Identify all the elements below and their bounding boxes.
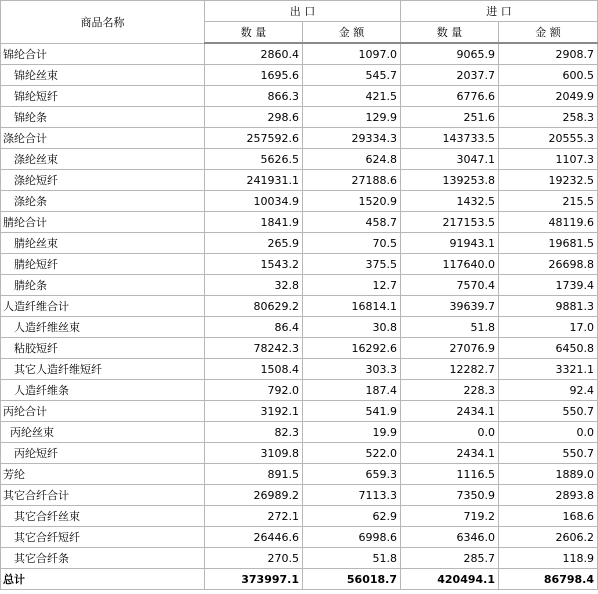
- import-amount-cell: 92.4: [499, 380, 598, 401]
- table-row: [1, 464, 598, 485]
- table-row: [1, 443, 598, 464]
- product-name-header: 商品名称: [1, 1, 205, 44]
- table-row: [1, 149, 598, 170]
- export-qty-cell: 792.0: [205, 380, 303, 401]
- import-qty-cell: 6776.6: [401, 86, 499, 107]
- export-amount-cell: 27188.6: [303, 170, 401, 191]
- import-qty-cell: 285.7: [401, 548, 499, 569]
- export-qty-cell: 272.1: [205, 506, 303, 527]
- table-row: [1, 233, 598, 254]
- import-amount-cell: 19232.5: [499, 170, 598, 191]
- total-export-amount-cell: 56018.7: [303, 569, 401, 590]
- product-name-cell: 锦纶合计: [1, 43, 205, 65]
- import-header: 进 口: [401, 1, 598, 22]
- product-name-cell: 人造纤维条: [1, 380, 205, 401]
- export-qty-cell: 866.3: [205, 86, 303, 107]
- import-qty-cell: 51.8: [401, 317, 499, 338]
- export-amount-cell: 16292.6: [303, 338, 401, 359]
- table-row: [1, 86, 598, 107]
- import-qty-cell: 39639.7: [401, 296, 499, 317]
- product-name-cell: 涤纶条: [1, 191, 205, 212]
- product-name-cell: 人造纤维合计: [1, 296, 205, 317]
- export-qty-cell: 26989.2: [205, 485, 303, 506]
- export-qty-cell: 891.5: [205, 464, 303, 485]
- export-qty-cell: 265.9: [205, 233, 303, 254]
- table-row: [1, 43, 598, 65]
- export-qty-cell: 241931.1: [205, 170, 303, 191]
- export-qty-cell: 86.4: [205, 317, 303, 338]
- product-name-cell: 锦纶条: [1, 107, 205, 128]
- product-name-cell: 腈纶短纤: [1, 254, 205, 275]
- export-amount-cell: 29334.3: [303, 128, 401, 149]
- import-amount-cell: 17.0: [499, 317, 598, 338]
- table-row: [1, 254, 598, 275]
- product-name-cell: 丙纶合计: [1, 401, 205, 422]
- import-amount-cell: 118.9: [499, 548, 598, 569]
- export-amount-cell: 16814.1: [303, 296, 401, 317]
- import-amount-cell: 9881.3: [499, 296, 598, 317]
- total-export-qty-cell: 373997.1: [205, 569, 303, 590]
- total-row: [1, 569, 598, 590]
- table-row: [1, 65, 598, 86]
- export-qty-header: 数 量: [205, 22, 303, 44]
- export-amount-cell: 187.4: [303, 380, 401, 401]
- import-amount-cell: 3321.1: [499, 359, 598, 380]
- table-body: [1, 43, 598, 590]
- export-amount-cell: 62.9: [303, 506, 401, 527]
- export-amount-header: 金 额: [303, 22, 401, 44]
- import-qty-cell: 6346.0: [401, 527, 499, 548]
- export-qty-cell: 1543.2: [205, 254, 303, 275]
- table-row: [1, 275, 598, 296]
- import-qty-cell: 251.6: [401, 107, 499, 128]
- import-qty-cell: 0.0: [401, 422, 499, 443]
- import-amount-cell: 600.5: [499, 65, 598, 86]
- import-amount-cell: 48119.6: [499, 212, 598, 233]
- product-name-cell: 涤纶合计: [1, 128, 205, 149]
- import-qty-cell: 228.3: [401, 380, 499, 401]
- table-row: [1, 191, 598, 212]
- export-qty-cell: 257592.6: [205, 128, 303, 149]
- table-row: [1, 296, 598, 317]
- export-amount-cell: 6998.6: [303, 527, 401, 548]
- import-qty-cell: 2037.7: [401, 65, 499, 86]
- product-name-cell: 腈纶条: [1, 275, 205, 296]
- table-row: [1, 212, 598, 233]
- import-qty-cell: 3047.1: [401, 149, 499, 170]
- export-qty-cell: 1508.4: [205, 359, 303, 380]
- export-qty-cell: 298.6: [205, 107, 303, 128]
- export-header: 出 口: [205, 1, 401, 22]
- export-qty-cell: 5626.5: [205, 149, 303, 170]
- export-qty-cell: 1841.9: [205, 212, 303, 233]
- import-amount-cell: 19681.5: [499, 233, 598, 254]
- export-qty-cell: 3192.1: [205, 401, 303, 422]
- table-row: [1, 338, 598, 359]
- export-amount-cell: 659.3: [303, 464, 401, 485]
- export-qty-cell: 1695.6: [205, 65, 303, 86]
- import-amount-cell: 6450.8: [499, 338, 598, 359]
- export-qty-cell: 32.8: [205, 275, 303, 296]
- import-qty-cell: 2434.1: [401, 443, 499, 464]
- table-row: [1, 380, 598, 401]
- export-amount-cell: 545.7: [303, 65, 401, 86]
- import-qty-cell: 1432.5: [401, 191, 499, 212]
- export-amount-cell: 129.9: [303, 107, 401, 128]
- table-row: [1, 317, 598, 338]
- export-qty-cell: 2860.4: [205, 43, 303, 65]
- import-amount-cell: 215.5: [499, 191, 598, 212]
- total-import-amount-cell: 86798.4: [499, 569, 598, 590]
- table-row: [1, 527, 598, 548]
- import-qty-cell: 91943.1: [401, 233, 499, 254]
- product-name-cell: 其它合纤短纤: [1, 527, 205, 548]
- export-qty-cell: 26446.6: [205, 527, 303, 548]
- product-name-cell: 丙纶丝束: [1, 422, 205, 443]
- import-qty-cell: 117640.0: [401, 254, 499, 275]
- import-qty-cell: 7350.9: [401, 485, 499, 506]
- import-amount-cell: 1889.0: [499, 464, 598, 485]
- import-amount-cell: 168.6: [499, 506, 598, 527]
- product-name-cell: 其它合纤合计: [1, 485, 205, 506]
- export-qty-cell: 270.5: [205, 548, 303, 569]
- table-row: [1, 359, 598, 380]
- table-row: [1, 401, 598, 422]
- table-row: [1, 485, 598, 506]
- product-name-cell: 锦纶短纤: [1, 86, 205, 107]
- export-amount-cell: 7113.3: [303, 485, 401, 506]
- export-amount-cell: 1520.9: [303, 191, 401, 212]
- import-amount-cell: 550.7: [499, 443, 598, 464]
- product-name-cell: 腈纶丝束: [1, 233, 205, 254]
- product-name-cell: 锦纶丝束: [1, 65, 205, 86]
- import-amount-cell: 2049.9: [499, 86, 598, 107]
- export-amount-cell: 303.3: [303, 359, 401, 380]
- product-name-cell: 粘胶短纤: [1, 338, 205, 359]
- export-amount-cell: 12.7: [303, 275, 401, 296]
- export-qty-cell: 82.3: [205, 422, 303, 443]
- product-name-cell: 人造纤维丝束: [1, 317, 205, 338]
- product-name-cell: 丙纶短纤: [1, 443, 205, 464]
- export-amount-cell: 458.7: [303, 212, 401, 233]
- import-amount-cell: 26698.8: [499, 254, 598, 275]
- export-amount-cell: 1097.0: [303, 43, 401, 65]
- import-qty-cell: 9065.9: [401, 43, 499, 65]
- export-qty-cell: 78242.3: [205, 338, 303, 359]
- import-amount-cell: 258.3: [499, 107, 598, 128]
- import-amount-cell: 2893.8: [499, 485, 598, 506]
- export-amount-cell: 541.9: [303, 401, 401, 422]
- product-name-cell: 涤纶丝束: [1, 149, 205, 170]
- export-amount-cell: 624.8: [303, 149, 401, 170]
- table-row: [1, 128, 598, 149]
- import-amount-cell: 2606.2: [499, 527, 598, 548]
- product-name-cell: 其它合纤条: [1, 548, 205, 569]
- import-qty-cell: 12282.7: [401, 359, 499, 380]
- export-amount-cell: 522.0: [303, 443, 401, 464]
- import-qty-cell: 139253.8: [401, 170, 499, 191]
- table-row: [1, 548, 598, 569]
- table-row: [1, 107, 598, 128]
- product-name-cell: 涤纶短纤: [1, 170, 205, 191]
- export-amount-cell: 51.8: [303, 548, 401, 569]
- import-qty-cell: 217153.5: [401, 212, 499, 233]
- import-qty-cell: 143733.5: [401, 128, 499, 149]
- export-amount-cell: 30.8: [303, 317, 401, 338]
- export-qty-cell: 10034.9: [205, 191, 303, 212]
- import-qty-cell: 2434.1: [401, 401, 499, 422]
- import-qty-cell: 719.2: [401, 506, 499, 527]
- import-amount-cell: 2908.7: [499, 43, 598, 65]
- export-amount-cell: 70.5: [303, 233, 401, 254]
- product-name-cell: 其它人造纤维短纤: [1, 359, 205, 380]
- import-amount-cell: 1739.4: [499, 275, 598, 296]
- table-row: [1, 170, 598, 191]
- import-amount-cell: 550.7: [499, 401, 598, 422]
- export-amount-cell: 375.5: [303, 254, 401, 275]
- table-row: [1, 506, 598, 527]
- import-amount-cell: 0.0: [499, 422, 598, 443]
- export-amount-cell: 421.5: [303, 86, 401, 107]
- import-amount-cell: 20555.3: [499, 128, 598, 149]
- export-amount-cell: 19.9: [303, 422, 401, 443]
- import-amount-cell: 1107.3: [499, 149, 598, 170]
- import-qty-cell: 27076.9: [401, 338, 499, 359]
- import-qty-header: 数 量: [401, 22, 499, 44]
- export-qty-cell: 80629.2: [205, 296, 303, 317]
- product-name-cell: 芳纶: [1, 464, 205, 485]
- import-amount-header: 金 额: [499, 22, 598, 44]
- table-row: [1, 422, 598, 443]
- product-name-cell: 腈纶合计: [1, 212, 205, 233]
- product-name-cell: 其它合纤丝束: [1, 506, 205, 527]
- total-import-qty-cell: 420494.1: [401, 569, 499, 590]
- total-label: 总计: [1, 569, 205, 590]
- import-qty-cell: 7570.4: [401, 275, 499, 296]
- import-qty-cell: 1116.5: [401, 464, 499, 485]
- export-qty-cell: 3109.8: [205, 443, 303, 464]
